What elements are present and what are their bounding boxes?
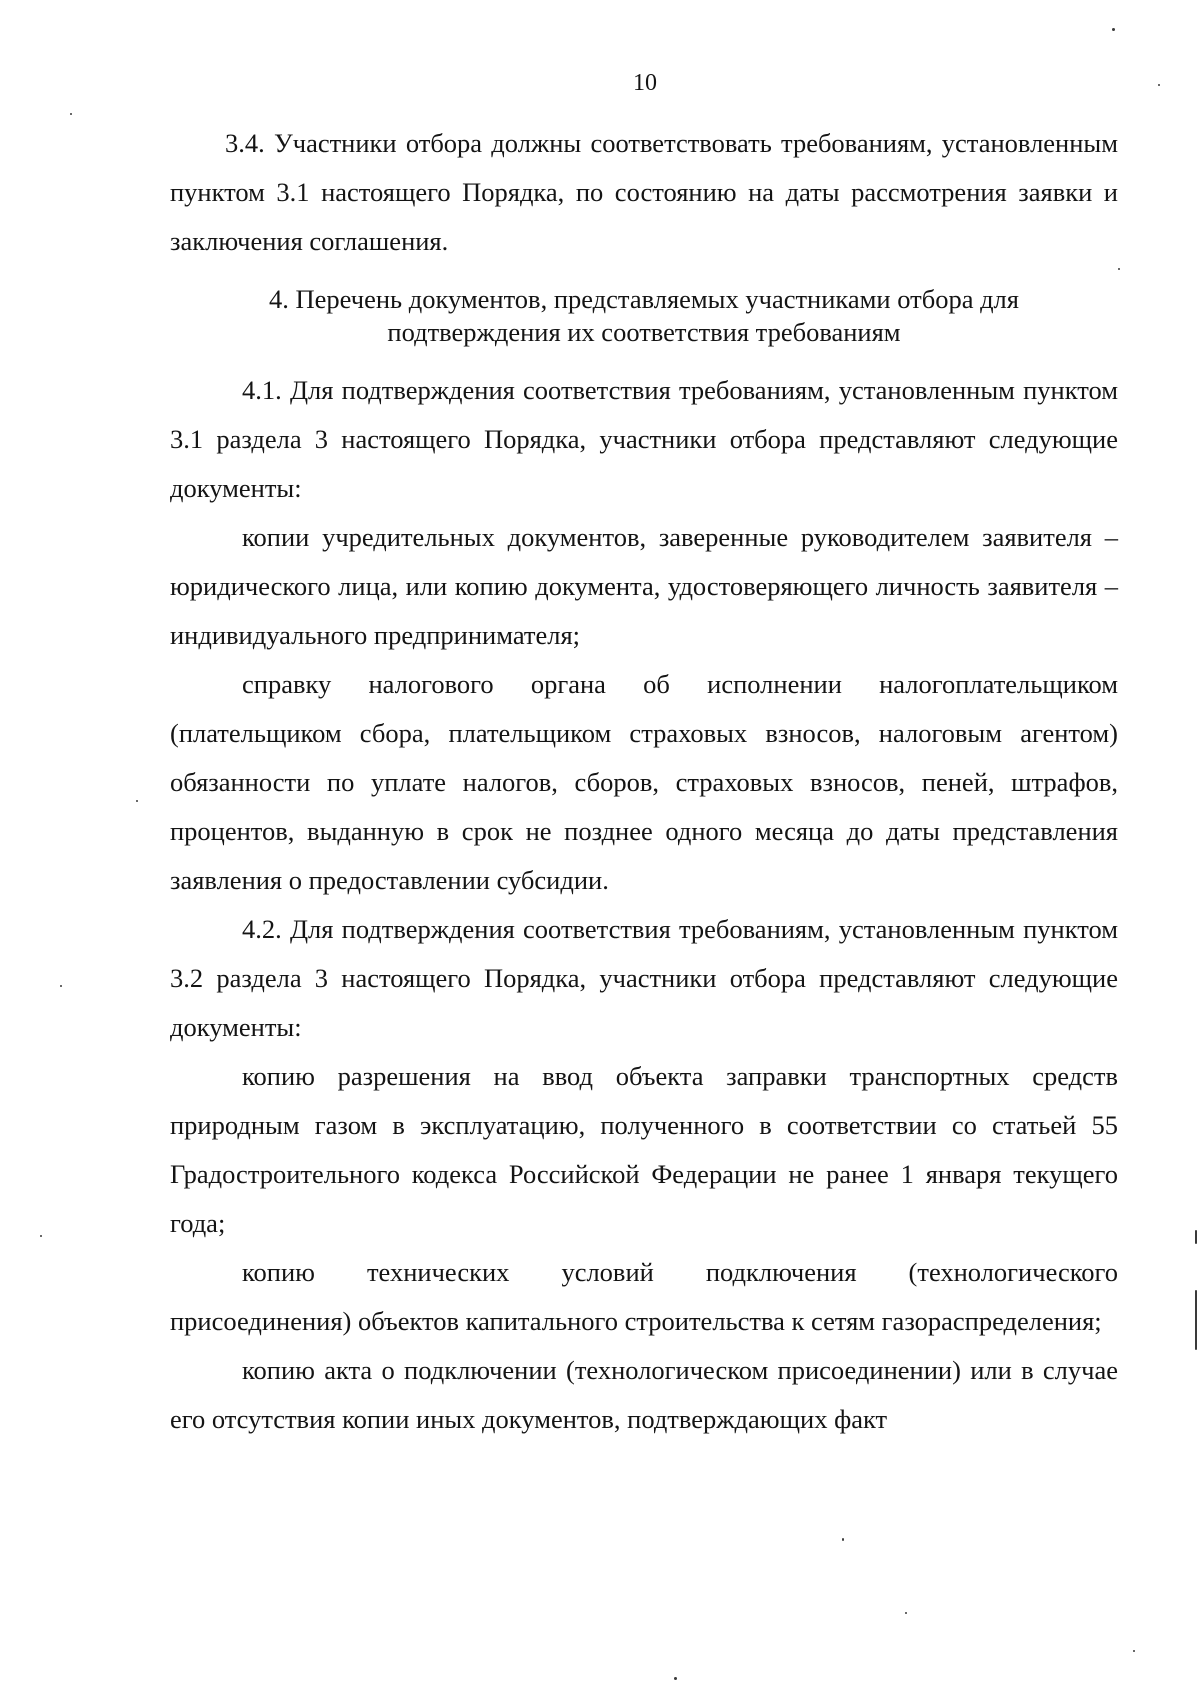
scan-speck [40, 1235, 42, 1237]
paragraph-4-1-item-tax-certificate: справку налогового органа об исполнении налогоплательщиком (плательщиком сбора, плательщиком страховых взносов, налоговым агентом) обязанности по уплате налогов, сборов, страховых взносов, пеней, штрафов, процентов, выданную в срок не позднее одного месяца до даты представления заявления о предоставлении субсидии. [170, 669, 1118, 895]
paragraph-4-1: 4.1. Для подтверждения соответствия требованиям, установленным пунктом 3.1 раздела 3 настоящего Порядка, участники отбора представляют следующие документы: [170, 375, 1118, 503]
scan-speck [70, 113, 72, 115]
scan-speck [1118, 268, 1120, 270]
scan-speck [905, 1612, 907, 1614]
scan-speck [136, 800, 138, 802]
paragraph-4-2: 4.2. Для подтверждения соответствия требованиям, установленным пунктом 3.2 раздела 3 настоящего Порядка, участники отбора представляют следующие документы: [170, 914, 1118, 1042]
section-heading-line-1: 4. Перечень документов, представляемых участниками отбора для [269, 284, 1019, 314]
paragraph-4-2-item-permit: копию разрешения на ввод объекта заправки транспортных средств природным газом в эксплуатацию, полученного в соответствии со статьей 55 Градостроительного кодекса Российской Федерации не ранее 1 января текущего года; [170, 1061, 1118, 1238]
document-body [170, 119, 1118, 1444]
scan-speck [1195, 1290, 1197, 1350]
section-heading [170, 283, 1118, 349]
scan-speck [1195, 1230, 1197, 1244]
scan-speck [842, 1538, 844, 1541]
section-heading-line-2: подтверждения их соответствия требованиям [387, 317, 901, 347]
paragraph-4-2-item-technical-conditions: копию технических условий подключения (технологического присоединения) объектов капитального строительства к сетям газораспределения; [170, 1257, 1118, 1336]
scan-speck [1112, 28, 1115, 31]
scan-speck [1158, 84, 1160, 86]
paragraph-3-4: 3.4. Участники отбора должны соответствовать требованиям, установленным пунктом 3.1 настоящего Порядка, по состоянию на даты рассмотрения заявки и заключения соглашения. [170, 128, 1118, 256]
scan-speck [60, 985, 62, 987]
scan-speck [1133, 1650, 1135, 1652]
paragraph-4-2-item-connection-act: копию акта о подключении (технологическом присоединении) или в случае его отсутствия копии иных документов, подтверждающих факт [170, 1355, 1118, 1434]
page-number: 10 [633, 70, 657, 96]
scan-speck [674, 1677, 677, 1680]
paragraph-4-1-item-copies: копии учредительных документов, заверенные руководителем заявителя – юридического лица, или копию документа, удостоверяющего личность заявителя – индивидуального предпринимателя; [170, 522, 1118, 650]
